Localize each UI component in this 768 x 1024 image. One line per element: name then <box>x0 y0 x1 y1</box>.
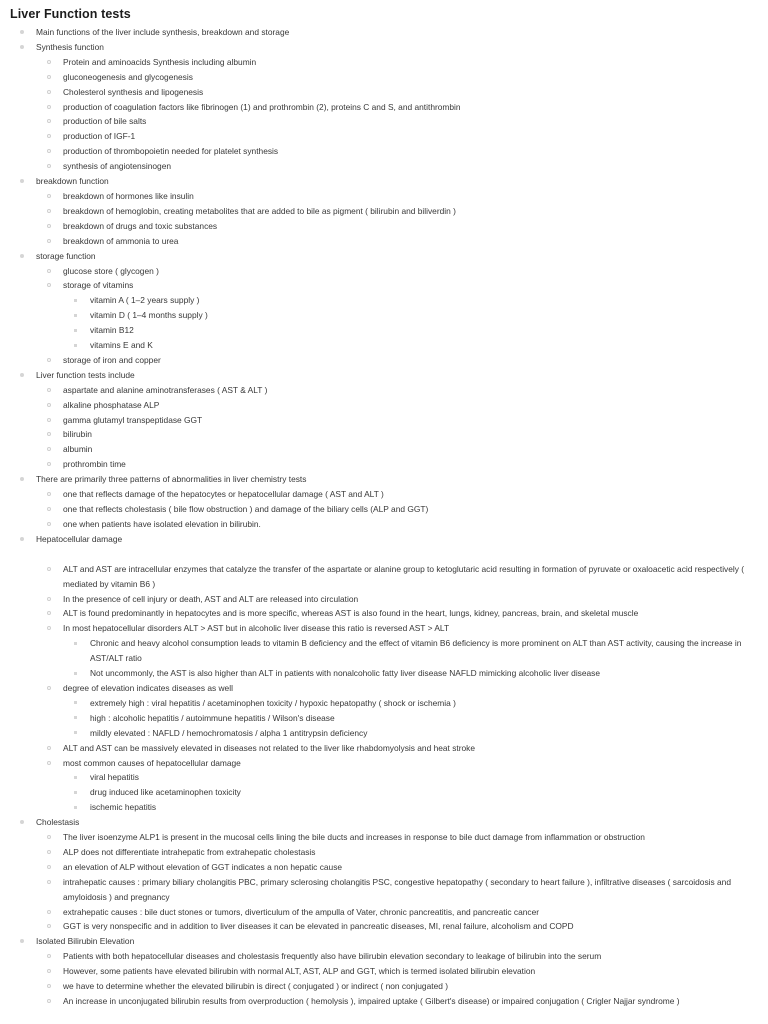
bullet-item-level-1: storage function <box>10 249 768 264</box>
bullet-item-level-1: Isolated Bilirubin Elevation <box>10 934 768 949</box>
bullet-item-level-1: Main functions of the liver include synthesis, breakdown and storage <box>10 25 768 40</box>
bullet-item-level-2: glucose store ( glycogen ) <box>10 264 768 279</box>
bullet-item-level-3: extremely high : viral hepatitis / acetaminophen toxicity / hypoxic hepatopathy ( shock or ischemia ) <box>10 696 768 711</box>
bullet-item-level-2: albumin <box>10 442 768 457</box>
outline-list <box>10 25 768 1009</box>
bullet-item-level-2: GGT is very nonspecific and in addition to liver diseases it can be elevated in pancreatic diseases, MI, renal failure, alcoholism and COPD <box>10 919 768 934</box>
bullet-item-level-2: one that reflects damage of the hepatocytes or hepatocellular damage ( AST and ALT ) <box>10 487 768 502</box>
bullet-item-level-2: breakdown of drugs and toxic substances <box>10 219 768 234</box>
page-title: Liver Function tests <box>10 7 131 21</box>
bullet-item-level-2: production of bile salts <box>10 114 768 129</box>
bullet-item-level-2: aspartate and alanine aminotransferases ( AST & ALT ) <box>10 383 768 398</box>
bullet-item-level-2: In the presence of cell injury or death, AST and ALT are released into circulation <box>10 592 768 607</box>
bullet-item-level-2: storage of vitamins <box>10 278 768 293</box>
bullet-item-level-2: production of thrombopoietin needed for platelet synthesis <box>10 144 768 159</box>
bullet-item-level-2: extrahepatic causes : bile duct stones or tumors, diverticulum of the ampulla of Vater, chronic pancreatitis, and pancreatic cancer <box>10 905 768 920</box>
bullet-item-level-2: prothrombin time <box>10 457 768 472</box>
bullet-item-level-3: ischemic hepatitis <box>10 800 768 815</box>
bullet-item-level-3: vitamin D ( 1–4 months supply ) <box>10 308 768 323</box>
bullet-item-level-2: an elevation of ALP without elevation of GGT indicates a non hepatic cause <box>10 860 768 875</box>
bullet-item-level-2: one when patients have isolated elevation in bilirubin. <box>10 517 768 532</box>
bullet-item-level-1: Cholestasis <box>10 815 768 830</box>
bullet-item-level-2: bilirubin <box>10 427 768 442</box>
bullet-item-level-3: high : alcoholic hepatitis / autoimmune hepatitis / Wilson's disease <box>10 711 768 726</box>
bullet-item-level-3: vitamin B12 <box>10 323 768 338</box>
bullet-item-level-2: gluconeogenesis and glycogenesis <box>10 70 768 85</box>
bullet-item-level-2: ALT and AST can be massively elevated in diseases not related to the liver like rhabdomyolysis and heat stroke <box>10 741 768 756</box>
bullet-item-level-3: vitamins E and K <box>10 338 768 353</box>
bullet-item-level-2: storage of iron and copper <box>10 353 768 368</box>
bullet-item-level-2: most common causes of hepatocellular damage <box>10 756 768 771</box>
bullet-item-level-2: Patients with both hepatocellular diseases and cholestasis frequently also have bilirubin elevation secondary to leakage of bilirubin into the serum <box>10 949 768 964</box>
bullet-item-level-2: alkaline phosphatase ALP <box>10 398 768 413</box>
bullet-item-level-3: vitamin A ( 1–2 years supply ) <box>10 293 768 308</box>
bullet-item-level-2: production of coagulation factors like fibrinogen (1) and prothrombin (2), proteins C and S, and antithrombin <box>10 100 768 115</box>
bullet-item-level-2: Protein and aminoacids Synthesis including albumin <box>10 55 768 70</box>
bullet-item-level-2: In most hepatocellular disorders ALT > AST but in alcoholic liver disease this ratio is reversed AST > ALT <box>10 621 768 636</box>
bullet-item-level-2: degree of elevation indicates diseases as well <box>10 681 768 696</box>
bullet-item-level-2: breakdown of hormones like insulin <box>10 189 768 204</box>
bullet-item-level-3: Not uncommonly, the AST is also higher than ALT in patients with nonalcoholic fatty liver disease NAFLD mimicking alcoholic liver disease <box>10 666 768 681</box>
bullet-item-level-3: mildly elevated : NAFLD / hemochromatosis / alpha 1 antitrypsin deficiency <box>10 726 768 741</box>
bullet-item-level-1: Hepatocellular damage <box>10 532 768 547</box>
bullet-item-level-2: An increase in unconjugated bilirubin results from overproduction ( hemolysis ), impaired uptake ( Gilbert's disease) or impaired conjugation ( Crigler Najjar syndrome ) <box>10 994 768 1009</box>
bullet-item-level-2: ALT and AST are intracellular enzymes that catalyze the transfer of the aspartate or alanine group to ketoglutaric acid resulting in formation of pyruvate or oxaloacetic acid respectively ( mediated by vitamin B6 ) <box>10 562 768 592</box>
bullet-item-level-1: breakdown function <box>10 174 768 189</box>
bullet-item-level-1: Liver function tests include <box>10 368 768 383</box>
bullet-item-level-3: viral hepatitis <box>10 770 768 785</box>
bullet-item-level-2: intrahepatic causes : primary biliary cholangitis PBC, primary sclerosing cholangitis PSC, congestive hepatopathy ( secondary to heart failure ), infiltrative diseases ( sarcoidosis and amyloidosis ) and pregnancy <box>10 875 768 905</box>
bullet-item-level-2: ALT is found predominantly in hepatocytes and is more specific, whereas AST is also found in the heart, lungs, kidney, pancreas, brain, and skeletal muscle <box>10 606 768 621</box>
bullet-item-level-2: one that reflects cholestasis ( bile flow obstruction ) and damage of the biliary cells (ALP and GGT) <box>10 502 768 517</box>
bullet-item-level-2: breakdown of ammonia to urea <box>10 234 768 249</box>
bullet-item-level-2: However, some patients have elevated bilirubin with normal ALT, AST, ALP and GGT, which is termed isolated bilirubin elevation <box>10 964 768 979</box>
bullet-item-level-2: The liver isoenzyme ALP1 is present in the mucosal cells lining the bile ducts and increases in response to bile duct damage from inflammation or obstruction <box>10 830 768 845</box>
bullet-item-level-2: production of IGF-1 <box>10 129 768 144</box>
bullet-item-level-2: Cholesterol synthesis and lipogenesis <box>10 85 768 100</box>
bullet-item-level-2: gamma glutamyl transpeptidase GGT <box>10 413 768 428</box>
bullet-item-level-1: Synthesis function <box>10 40 768 55</box>
blank-line <box>10 547 768 562</box>
bullet-item-level-2: ALP does not differentiate intrahepatic from extrahepatic cholestasis <box>10 845 768 860</box>
bullet-item-level-2: breakdown of hemoglobin, creating metabolites that are added to bile as pigment ( bilirubin and biliverdin ) <box>10 204 768 219</box>
bullet-item-level-2: synthesis of angiotensinogen <box>10 159 768 174</box>
bullet-item-level-1: There are primarily three patterns of abnormalities in liver chemistry tests <box>10 472 768 487</box>
bullet-item-level-2: we have to determine whether the elevated bilirubin is direct ( conjugated ) or indirect ( non conjugated ) <box>10 979 768 994</box>
bullet-item-level-3: drug induced like acetaminophen toxicity <box>10 785 768 800</box>
bullet-item-level-3: Chronic and heavy alcohol consumption leads to vitamin B deficiency and the effect of vitamin B6 deficiency is more prominent on ALT than AST activity, causing the increase in AST/ALT ratio <box>10 636 768 666</box>
